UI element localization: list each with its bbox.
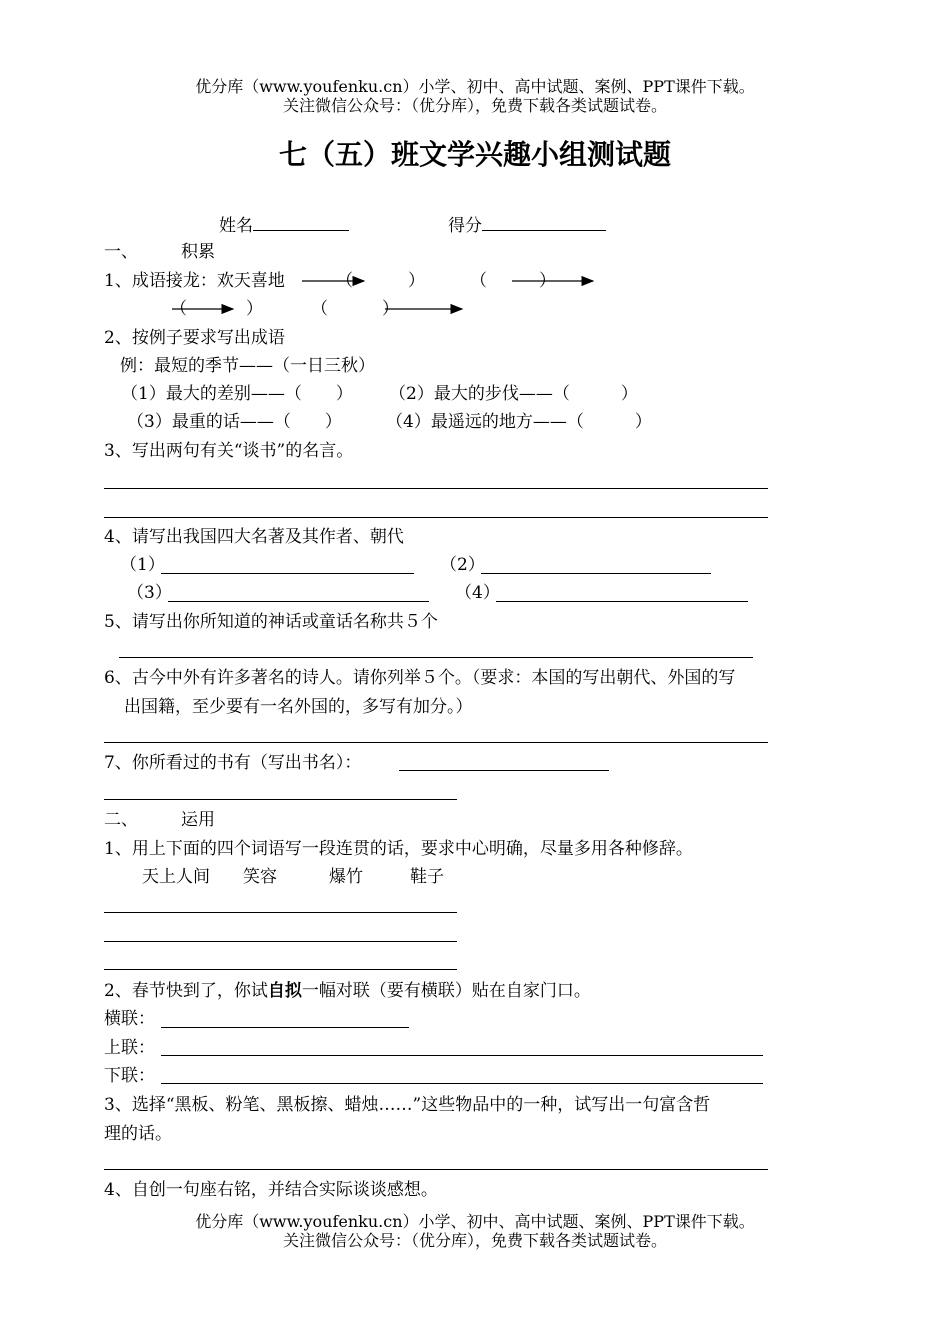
q4-label-3: （3） <box>127 583 172 603</box>
section2-num: 二、 <box>104 810 138 830</box>
s2-q2-upper-label: 上联： <box>104 1038 155 1058</box>
q7-answer-line-2[interactable] <box>104 799 457 800</box>
s2-q3-answer-line[interactable] <box>104 1169 768 1170</box>
q2-text: 2、按例子要求写出成语 <box>104 328 285 348</box>
s2-q1-word-3: 爆竹 <box>329 867 363 887</box>
q1-paren-open-1: （ <box>336 271 353 291</box>
q1-paren-open-2: （ <box>470 271 487 291</box>
s2-q1-word-4: 鞋子 <box>410 867 444 887</box>
section2-heading: 运用 <box>181 810 215 830</box>
q4-answer-4[interactable] <box>496 601 748 602</box>
q7-answer-line-1[interactable] <box>399 770 609 771</box>
q2-item-3: （3）最重的话——（ ） <box>127 412 342 432</box>
q7-text: 7、你所看过的书有（写出书名）： <box>104 753 362 773</box>
q3-text: 3、写出两句有关“谈书”的名言。 <box>104 441 354 461</box>
footer-line-1: 优分库（www.youfenku.cn）小学、初中、高中试题、案例、PPT课件下载。 <box>195 1212 755 1231</box>
s2-q1-answer-line-1[interactable] <box>104 912 457 913</box>
footer-line-2: 关注微信公众号：（优分库），免费下载各类试题试卷。 <box>282 1231 667 1250</box>
q4-answer-2[interactable] <box>481 573 711 574</box>
score-label: 得分 <box>448 216 482 236</box>
q1-arrows <box>0 0 950 330</box>
q4-text: 4、请写出我国四大名著及其作者、朝代 <box>104 527 404 547</box>
name-label: 姓名 <box>219 216 253 236</box>
s2-q2-horizontal-label: 横联： <box>104 1009 155 1029</box>
q2-example: 例：最短的季节——（一日三秋） <box>120 356 375 376</box>
q4-label-4: （4） <box>455 583 500 603</box>
q1-paren-close-3: ） <box>246 299 263 319</box>
s2-q1-answer-line-2[interactable] <box>104 941 457 942</box>
q2-item-1: （1）最大的差别——（ ） <box>121 384 353 404</box>
q1-paren-open-4: （ <box>311 299 328 319</box>
s2-q2-lower-label: 下联： <box>104 1066 155 1086</box>
q6-line-2: 出国籍，至少要有一名外国的，多写有加分。） <box>124 697 473 717</box>
q1-paren-open-3: （ <box>170 299 187 319</box>
q1-paren-close-1: ） <box>408 271 425 291</box>
s2-q3-line-1: 3、选择“黑板、粉笔、黑板擦、蜡烛……”这些物品中的一种，试写出一句富含哲 <box>104 1095 711 1115</box>
page-title: 七（五）班文学兴趣小组测试题 <box>278 138 671 171</box>
s2-q1-answer-line-3[interactable] <box>104 969 457 970</box>
q2-item-4: （4）最遥远的地方——（ ） <box>386 412 652 432</box>
s2-q2-horizontal-field[interactable] <box>161 1027 409 1028</box>
q1-text: 1、成语接龙：欢天喜地 <box>104 271 285 291</box>
q1-paren-close-2: ） <box>539 271 556 291</box>
section1-num: 一、 <box>104 242 138 262</box>
s2-q2-text <box>104 981 591 1001</box>
q6-line-1: 6、古今中外有许多著名的诗人。请你列举５个。（要求：本国的写出朝代、外国的写 <box>104 668 736 688</box>
q1-paren-close-4: ） <box>382 299 399 319</box>
s2-q3-line-2: 理的话。 <box>104 1124 172 1144</box>
q3-answer-line-1[interactable] <box>104 488 768 489</box>
s2-q1-text: 1、用上下面的四个词语写一段连贯的话，要求中心明确，尽量多用各种修辞。 <box>104 839 693 859</box>
s2-q1-word-1: 天上人间 <box>142 867 210 887</box>
s2-q2-text-pre: 2、春节快到了，你试 <box>104 981 268 1001</box>
s2-q2-upper-field[interactable] <box>161 1055 763 1056</box>
s2-q2-lower-field[interactable] <box>161 1083 763 1084</box>
q4-label-2: （2） <box>440 555 485 575</box>
q3-answer-line-2[interactable] <box>104 517 768 518</box>
s2-q2-text-bold: 自拟 <box>267 981 302 1001</box>
header-line-2: 关注微信公众号：（优分库），免费下载各类试题试卷。 <box>282 96 667 115</box>
s2-q2-text-post: 一幅对联（要有横联）贴在自家门口。 <box>301 981 591 1001</box>
q6-answer-line[interactable] <box>104 742 768 743</box>
q5-answer-line[interactable] <box>119 657 753 658</box>
q4-label-1: （1） <box>120 555 165 575</box>
q4-answer-3[interactable] <box>168 601 429 602</box>
q2-item-2: （2）最大的步伐——（ ） <box>389 384 638 404</box>
section1-heading: 积累 <box>181 242 215 262</box>
s2-q1-word-2: 笑容 <box>243 867 277 887</box>
s2-q4-text: 4、自创一句座右铭，并结合实际谈谈感想。 <box>104 1180 438 1200</box>
header-line-1: 优分库（www.youfenku.cn）小学、初中、高中试题、案例、PPT课件下载。 <box>195 77 755 96</box>
q5-text: 5、请写出你所知道的神话或童话名称共５个 <box>104 612 438 632</box>
q4-answer-1[interactable] <box>161 573 414 574</box>
